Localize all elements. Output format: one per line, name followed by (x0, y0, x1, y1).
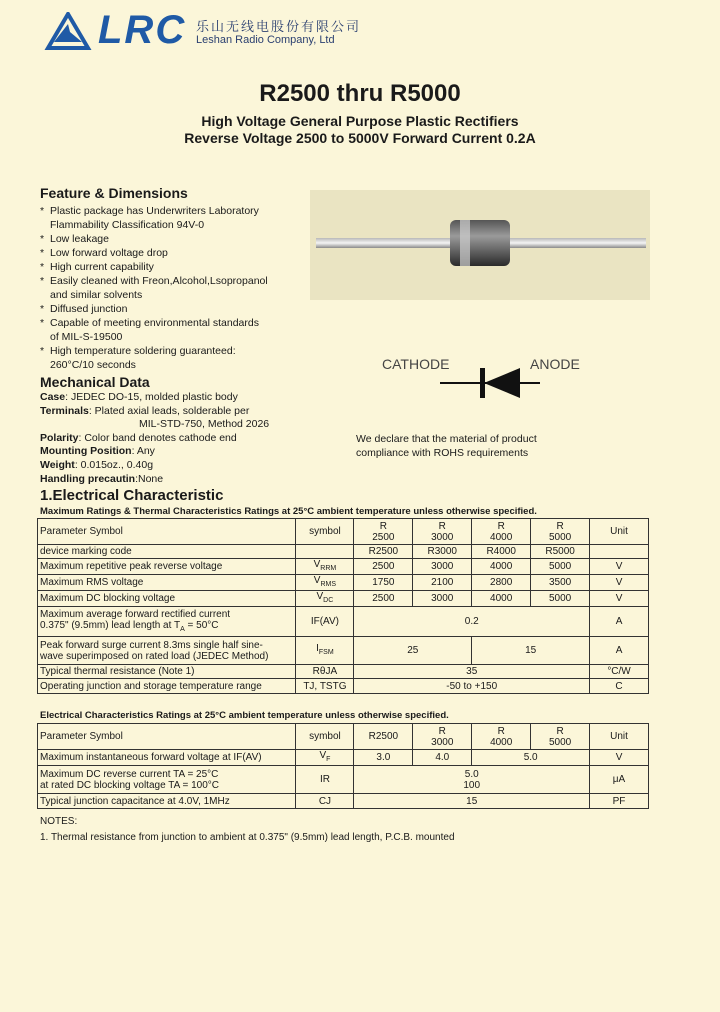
feature-item: of MIL-S-19500 (50, 331, 123, 343)
diode-symbol (380, 350, 600, 400)
mechanical-data: Case: JEDEC DO-15, molded plastic body Terminals: Plated axial leads, solderable per MIL-STD-750, Method 2026 Polarity: Color band denotes cathode end Mounting Position: Any Weight: 0.015oz., 0.40g Handling precautin:None (40, 391, 270, 485)
feature-item: * Easily cleaned with Freon,Alcohol,Lsopropanol (40, 275, 268, 287)
logo-text: LRC (98, 8, 187, 52)
logo-emblem (44, 12, 92, 52)
table-row: Maximum instantaneous forward voltage at IF(AV) $V_F$ 3.0 4.0 5.0 V (38, 750, 649, 766)
features-list (40, 204, 300, 372)
subtitle-1: High Voltage General Purpose Plastic Rectifiers (201, 113, 519, 129)
feature-item: * High current capability (40, 261, 154, 273)
feature-item: Flammability Classification 94V-0 (50, 219, 205, 231)
table-row: Operating junction and storage temperature range TJ, TSTG -50 to +150 C (38, 679, 649, 694)
feature-item: * Capable of meeting environmental standards (40, 317, 259, 329)
table1-title: Maximum Ratings & Thermal Characteristics Ratings at 25°C ambient temperature unless otherwise specified. (40, 506, 537, 517)
table-row: Maximum repetitive peak reverse voltage $V_{RRM}$ 2500 3000 4000 5000 V (38, 559, 649, 575)
feature-item: * Plastic package has Underwriters Laboratory (40, 205, 259, 217)
mechanical-heading: Mechanical Data (40, 374, 150, 390)
table-row: Maximum DC blocking voltage $V_{DC}$ 2500 3000 4000 5000 V (38, 591, 649, 607)
feature-item: * Low forward voltage drop (40, 247, 168, 259)
subtitle-2: Reverse Voltage 2500 to 5000V Forward Current 0.2A (184, 130, 536, 146)
section-heading: 1.Electrical Characteristic (40, 487, 224, 504)
company-name-en: Leshan Radio Company, Ltd (196, 34, 335, 46)
feature-item: * Low leakage (40, 233, 109, 245)
component-photo (310, 190, 650, 300)
feature-item: * Diffused junction (40, 303, 128, 315)
table-row: Maximum average forward rectified current 0.375" (9.5mm) lead length at $T_A = 50^\circ C$ IF(AV) 0.2 A (38, 607, 649, 637)
feature-item: and similar solvents (50, 289, 143, 301)
diode-icon (440, 366, 540, 400)
notes-heading: NOTES: (40, 816, 78, 827)
table-row: device marking code R2500 R3000 R4000 R5000 (38, 545, 649, 559)
table2-title: Electrical Characteristics Ratings at 25°C ambient temperature unless otherwise specified. (40, 710, 449, 721)
table-row: Peak forward surge current 8.3ms single half sine- wave superimposed on rated load (JEDEC Method) $I_{FSM}$ 25 15 A (38, 637, 649, 665)
table-row: Typical junction capacitance at 4.0V, 1MHz CJ 15 PF (38, 794, 649, 809)
features-heading: Feature & Dimensions (40, 185, 188, 201)
rohs-statement: We declare that the material of product compliance with ROHS requirements (356, 433, 537, 459)
anode-label: ANODE (530, 356, 580, 372)
table-row: Maximum DC reverse current TA = 25°C at rated DC blocking voltage TA = 100°C IR 5.0 100 μA (38, 766, 649, 794)
feature-item: * High temperature soldering guaranteed: (40, 345, 236, 357)
table-row: Typical thermal resistance (Note 1) RθJA 35 °C/W (38, 665, 649, 679)
electrical-table (37, 723, 649, 809)
table-row: Maximum RMS voltage $V_{RMS}$ 1750 2100 2800 3500 V (38, 575, 649, 591)
company-name-cn: 乐山无线电股份有限公司 (196, 19, 362, 34)
table-row: Parameter Symbol symbol R2500 R 3000 R 4000 R 5000 Unit (38, 724, 649, 750)
feature-item: 260°C/10 seconds (50, 359, 136, 371)
cathode-label: CATHODE (382, 356, 450, 372)
page-title: R2500 thru R5000 (259, 80, 461, 107)
ratings-table (37, 518, 649, 694)
note-1: 1. Thermal resistance from junction to ambient at 0.375" (9.5mm) lead length, P.C.B. mounted (40, 832, 455, 843)
table-row: Parameter Symbol symbol R 2500 R 3000 R 4000 R 5000 Unit (38, 519, 649, 545)
